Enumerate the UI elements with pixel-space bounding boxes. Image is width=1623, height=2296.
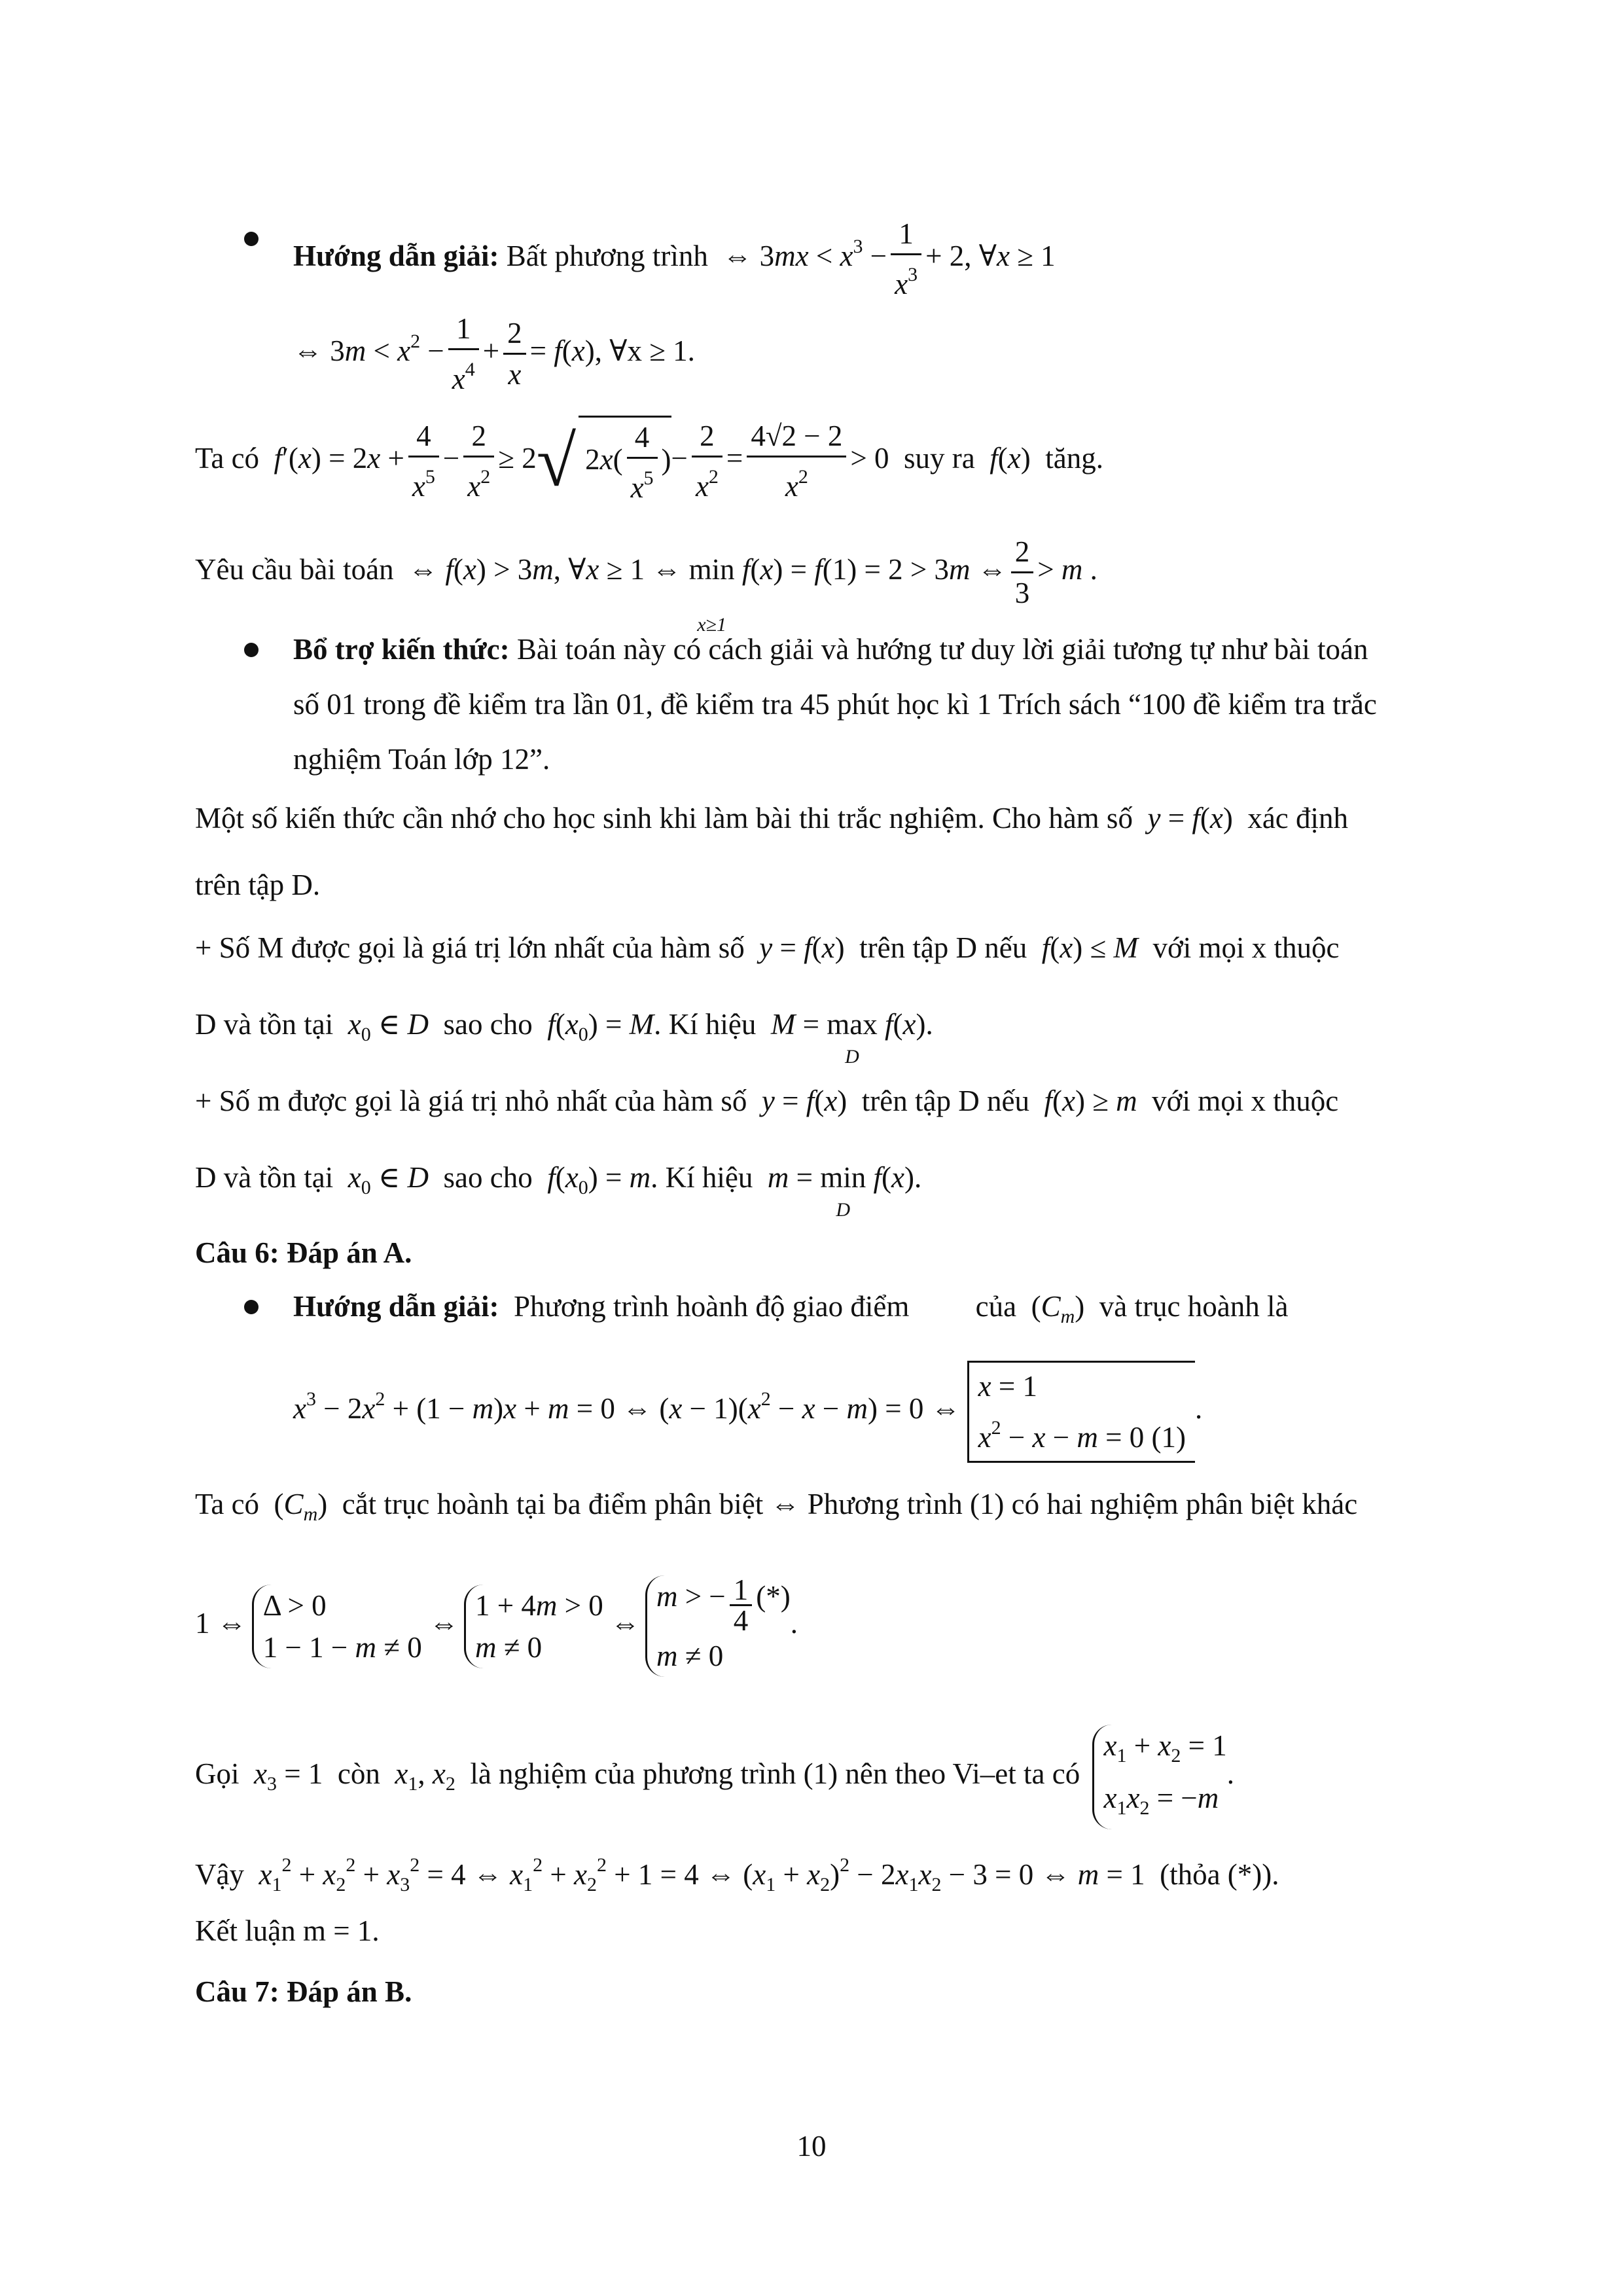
max-text-e: sao cho xyxy=(443,1008,533,1041)
huong-dan-text: Bất phương trình xyxy=(506,240,708,272)
min-text-e: sao cho xyxy=(443,1161,533,1194)
min-text-d: D và tồn tại xyxy=(195,1161,334,1194)
ta-co-prefix: Ta có xyxy=(195,442,260,475)
cau6-text-c: và trục hoành là xyxy=(1099,1290,1289,1323)
cau6-ta-co-a: Ta có xyxy=(195,1488,260,1520)
min-text-b: trên tập D nếu xyxy=(861,1085,1029,1117)
cau6-equation: $x^3 - 2x^2 + (1 - m)x + m = 0$ ⇔ $(x - 1)(x^2 - x - m) = 0$ ⇔ x = 1 $x^2 - x - m = 0$ (1) . xyxy=(293,1347,1596,1452)
kien-thuc-intro-c: trên tập D. xyxy=(195,869,321,901)
bullet-icon xyxy=(244,232,259,246)
kien-thuc-intro-2 xyxy=(195,867,1497,903)
cau6-goi-b: còn xyxy=(337,1757,380,1790)
cau6-ket-luan: Kết luận m = 1. xyxy=(195,1914,380,1947)
yeu-cau-line: Yêu cầu bài toán ⇔ f(x) > 3m, ∀x ≥ 1 ⇔ min x≥1 f(x) = f(1) = 2 > 3m ⇔ $\frac{2}{3}$ > m . xyxy=(195,535,1097,636)
max-text-a: + Số M được gọi là giá trị lớn nhất của hàm số xyxy=(195,931,745,964)
max-text-b: trên tập D nếu xyxy=(859,931,1027,964)
yeu-cau-prefix: Yêu cầu bài toán xyxy=(195,553,394,586)
cau6-vay-line: Vậy $x_1^2 + x_2^2 + x_3^2 = 4$ ⇔ $x_1^2 + x_2^2 + 1 = 4$ ⇔ $(x_1 + x_2)^2 - 2x_1x_2 - 3 = 0$ ⇔ m = 1 (thỏa (*)). xyxy=(195,1854,1279,1895)
cau6-heading: Câu 6: Đáp án A. xyxy=(195,1236,412,1269)
math-inequality-1: ⇔ $3mx < x^3$ − $\frac{1}{x^3}$ + 2, ∀x ≥ 1 xyxy=(715,240,1055,272)
huong-dan-label: Hướng dẫn giải: xyxy=(293,240,499,272)
derivative-line: Ta có f′(x) = 2x + $\frac{4}{x^5}$ − $\frac{2}{x^2}$ ≥ 2√ 2x( $\frac{4}{x^5}$ )− $\frac{2}{x^2}$ = $\frac{4√2 - 2}{x^2}$ > 0 suy ra f(x) tăng. xyxy=(195,406,1497,511)
cau6-text-a: Phương trình hoành độ giao điểm xyxy=(514,1290,910,1323)
bullet-icon xyxy=(244,643,259,657)
min-text-a: + Số m được gọi là giá trị nhỏ nhất của hàm số xyxy=(195,1085,747,1117)
max-line-2: D và tồn tại $x_0$ ∈ D sao cho $f(x_0) = M$. Kí hiệu M = max D f(x). xyxy=(195,1008,933,1067)
cau6-huong-dan-line: Hướng dẫn giải: Phương trình hoành độ giao điểm của $(C_m)$ và trục hoành là xyxy=(293,1290,1289,1327)
bo-tro-text-1: Bài toán này có cách giải và hướng tư duy lời giải tương tự như bài toán xyxy=(516,633,1368,666)
cau6-ta-co-line: Ta có $(C_m)$ cắt trục hoành tại ba điểm phân biệt ⇔ Phương trình (1) có hai nghiệm phân biệt khác xyxy=(195,1488,1358,1525)
cau6-system: 1 ⇔ Δ > 0 1 − 1 − m ≠ 0 ⇔ 1 + 4m > 0 m ≠ 0 ⇔ m > − $\frac{1}{4}$ (*) m ≠ 0 . xyxy=(195,1558,1497,1689)
kien-thuc-intro-a: Một số kiến thức cần nhớ cho học sinh khi làm bài thi trắc nghiệm. Cho hàm số xyxy=(195,802,1133,834)
cau6-goi-a: Gọi xyxy=(195,1757,240,1790)
max-text-f: . Kí hiệu xyxy=(654,1008,757,1041)
kien-thuc-intro-b: xác định xyxy=(1247,802,1349,834)
kien-thuc-intro: Một số kiến thức cần nhớ cho học sinh khi làm bài thi trắc nghiệm. Cho hàm số y = f(x) xác định xyxy=(195,802,1349,834)
bo-tro-line-1 xyxy=(293,631,1596,668)
max-text-d: D và tồn tại xyxy=(195,1008,334,1041)
cau6-goi-line: Gọi $x_3 = 1$ còn $x_1$, $x_2$ là nghiệm của phương trình (1) nên theo Vi–et ta có $x_1 + x_2 = 1$ $x_1x_2 = -m$ . xyxy=(195,1721,1497,1826)
cau6-vay-a: Vậy xyxy=(195,1858,244,1891)
bullet-icon xyxy=(244,1300,259,1314)
suy-ra-text: suy ra xyxy=(904,442,975,475)
bo-tro-line-3 xyxy=(293,741,1596,778)
bo-tro-text-3: nghiệm Toán lớp 12”. xyxy=(293,743,550,776)
cau6-label: Hướng dẫn giải: xyxy=(293,1290,499,1323)
min-line-1: + Số m được gọi là giá trị nhỏ nhất của hàm số y = f(x) trên tập D nếu f(x) ≥ m với mọi x thuộc xyxy=(195,1085,1339,1117)
min-line-2: D và tồn tại $x_0$ ∈ D sao cho $f(x_0) = m$. Kí hiệu m = min D f(x). xyxy=(195,1161,922,1221)
cau7-heading: Câu 7: Đáp án B. xyxy=(195,1975,412,2008)
page-number: 10 xyxy=(796,2130,827,2162)
cau6-ta-co-b: cắt trục hoành tại ba điểm phân biệt ⇔ Phương trình (1) có hai nghiệm phân biệt khác xyxy=(342,1488,1358,1520)
max-text-c: với mọi x thuộc xyxy=(1152,931,1340,964)
bo-tro-line-2 xyxy=(293,686,1596,723)
max-line-1: + Số M được gọi là giá trị lớn nhất của hàm số y = f(x) trên tập D nếu f(x) ≤ M với mọi x thuộc xyxy=(195,931,1340,964)
cau6-goi-c: là nghiệm của phương trình (1) nên theo Vi–et ta có xyxy=(470,1757,1080,1790)
cau6-vay-b: (thỏa (*)). xyxy=(1160,1858,1279,1891)
min-text-c: với mọi x thuộc xyxy=(1152,1085,1339,1117)
bo-tro-text-2: số 01 trong đề kiểm tra lần 01, đề kiểm tra 45 phút học kì 1 Trích sách “100 đề kiểm tra trắc xyxy=(293,688,1377,721)
bo-tro-label: Bổ trợ kiến thức: xyxy=(293,633,510,666)
cau6-text-b: của xyxy=(975,1290,1017,1323)
huong-dan-line-1 xyxy=(293,204,1596,301)
tang-text: tăng. xyxy=(1045,442,1103,475)
math-inequality-2: ⇔ $3m < x^2$ − $\frac{1}{x^4}$ + $\frac{2}{x}$ = f(x), ∀x ≥ 1. xyxy=(293,296,1596,387)
inequality-2-tail: , ∀x ≥ 1. xyxy=(594,334,695,367)
min-text-f: . Kí hiệu xyxy=(651,1161,753,1194)
